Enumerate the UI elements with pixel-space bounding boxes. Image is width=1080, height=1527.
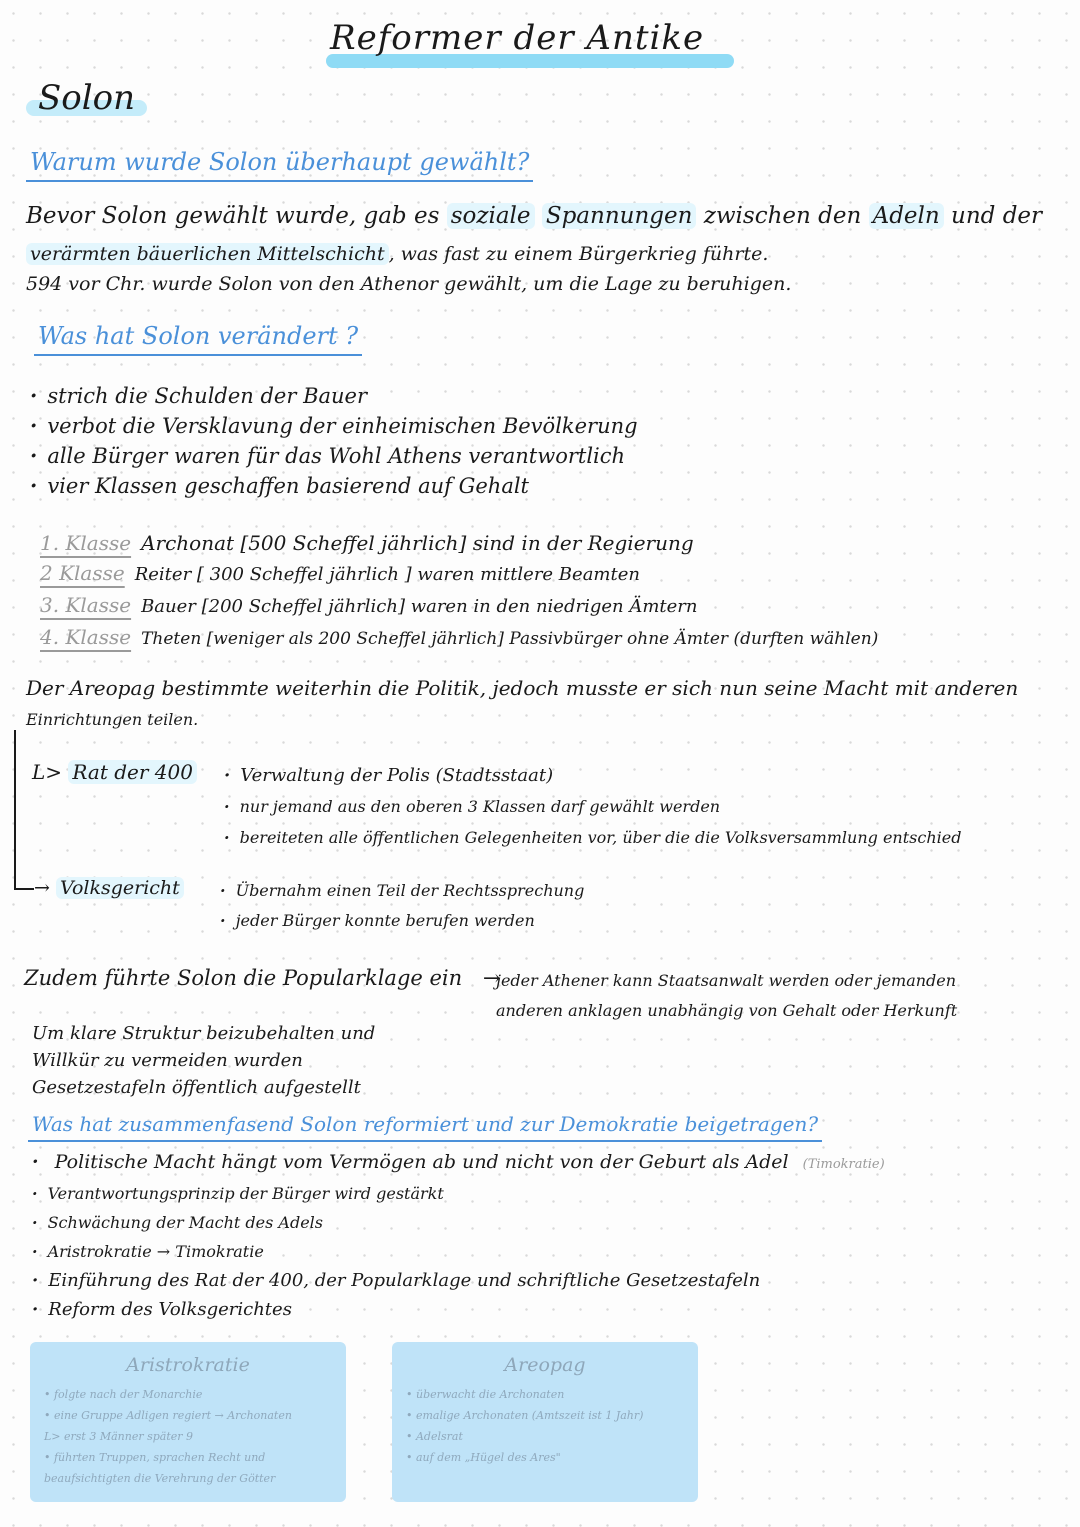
class-row: 2 Klasse Reiter [ 300 Scheffel jährlich ] waren mittlere Beamten (40, 561, 640, 585)
list-item: · jeder Bürger konnte berufen werden (220, 906, 584, 936)
class-row: 3. Klasse Bauer [200 Scheffel jährlich] waren in den niedrigen Ämtern (40, 593, 698, 617)
popular-left: Zudem führte Solon die Popularklage ein → (24, 966, 501, 990)
list-item: · verbot die Versklavung der einheimischen Bevölkerung (30, 412, 638, 440)
intro-line-1: Bevor Solon gewählt wurde, gab es soziale Spannungen zwischen den Adeln und der (26, 203, 1043, 229)
section-title: Solon (38, 78, 135, 118)
intro-line-3: 594 vor Chr. wurde Solon von den Athenor gewählt, um die Lage zu beruhigen. (26, 273, 792, 295)
rat-label: L> Rat der 400 (32, 758, 197, 786)
volk-items (220, 876, 584, 936)
card-title: Areopag (504, 1354, 586, 1376)
list-item: · alle Bürger waren für das Wohl Athens verantwortlich (30, 442, 638, 470)
bracket-line (14, 730, 34, 890)
list-item: · Reform des Volksgerichtes (32, 1295, 885, 1324)
classes-list (40, 528, 878, 654)
list-item: · strich die Schulden der Bauer (30, 382, 638, 410)
volk-label: → Volksgericht (34, 874, 184, 902)
page-title: Reformer der Antike (330, 18, 704, 58)
list-item: · Schwächung der Macht des Adels (32, 1208, 885, 1237)
list-item: · Politische Macht hängt vom Vermögen ab und nicht von der Geburt als Adel (Timokratie) (32, 1148, 885, 1179)
list-item: · bereiteten alle öffentlichen Gelegenheiten vor, über die die Volksversammlung entschied (224, 822, 961, 853)
class-row: 1. Klasse Archonat [500 Scheffel jährlich] sind in der Regierung (40, 531, 694, 555)
areopag-line-1: Der Areopag bestimmte weiterhin die Politik, jedoch musste er sich nun seine Macht mit anderen (26, 676, 1019, 700)
list-item: · vier Klassen geschaffen basierend auf Gehalt (30, 472, 638, 500)
list-item: · Verantwortungsprinzip der Bürger wird gestärkt (32, 1179, 885, 1208)
intro-line-2: verärmten bäuerlichen Mittelschicht , was fast zu einem Bürgerkrieg führte. (26, 240, 768, 268)
popular-right: jeder Athener kann Staatsanwalt werden oder jemanden anderen anklagen unabhängig von Gehalt oder Herkunft (496, 971, 958, 1020)
summary-list (32, 1148, 885, 1324)
card-aristokratie: Aristrokratie • folgte nach der Monarchie • eine Gruppe Adligen regiert → Archonaten L> erst 3 Männer später 9 • führten Truppen, sprachen Recht und beaufsichtigten die Verehrung der Götter (30, 1342, 346, 1502)
areopag-line-2: Einrichtungen teilen. (26, 710, 199, 729)
list-item: · nur jemand aus den oberen 3 Klassen darf gewählt werden (224, 791, 961, 822)
list-item: · Verwaltung der Polis (Stadtsstaat) (224, 760, 961, 791)
card-areopag: Areopag • überwacht die Archonaten • emalige Archonaten (Amtszeit ist 1 Jahr) • Adelsrat • auf dem „Hügel des Ares" (392, 1342, 698, 1502)
question-heading-2: Was hat Solon verändert ? (38, 322, 358, 350)
rat-items (224, 760, 961, 853)
card-title: Aristrokratie (126, 1354, 250, 1376)
question-heading-1: Warum wurde Solon überhaupt gewählt? (30, 148, 529, 176)
list-item: · Übernahm einen Teil der Rechtssprechung (220, 876, 584, 906)
class-row: 4. Klasse Theten [weniger als 200 Scheffel jährlich] Passivbürger ohne Ämter (durften wählen) (40, 625, 879, 649)
changes-list (30, 382, 638, 500)
list-item: · Aristrokratie → Timokratie (32, 1237, 885, 1266)
gesetz-block: Um klare Struktur beizubehalten und Willkür zu vermeiden wurden Gesetzestafeln öffentlich aufgestellt (32, 1023, 376, 1098)
list-item: · Einführung des Rat der 400, der Popularklage und schriftliche Gesetzestafeln (32, 1266, 885, 1295)
question-heading-3: Was hat zusammenfasend Solon reformiert und zur Demokratie beigetragen? (32, 1112, 818, 1136)
